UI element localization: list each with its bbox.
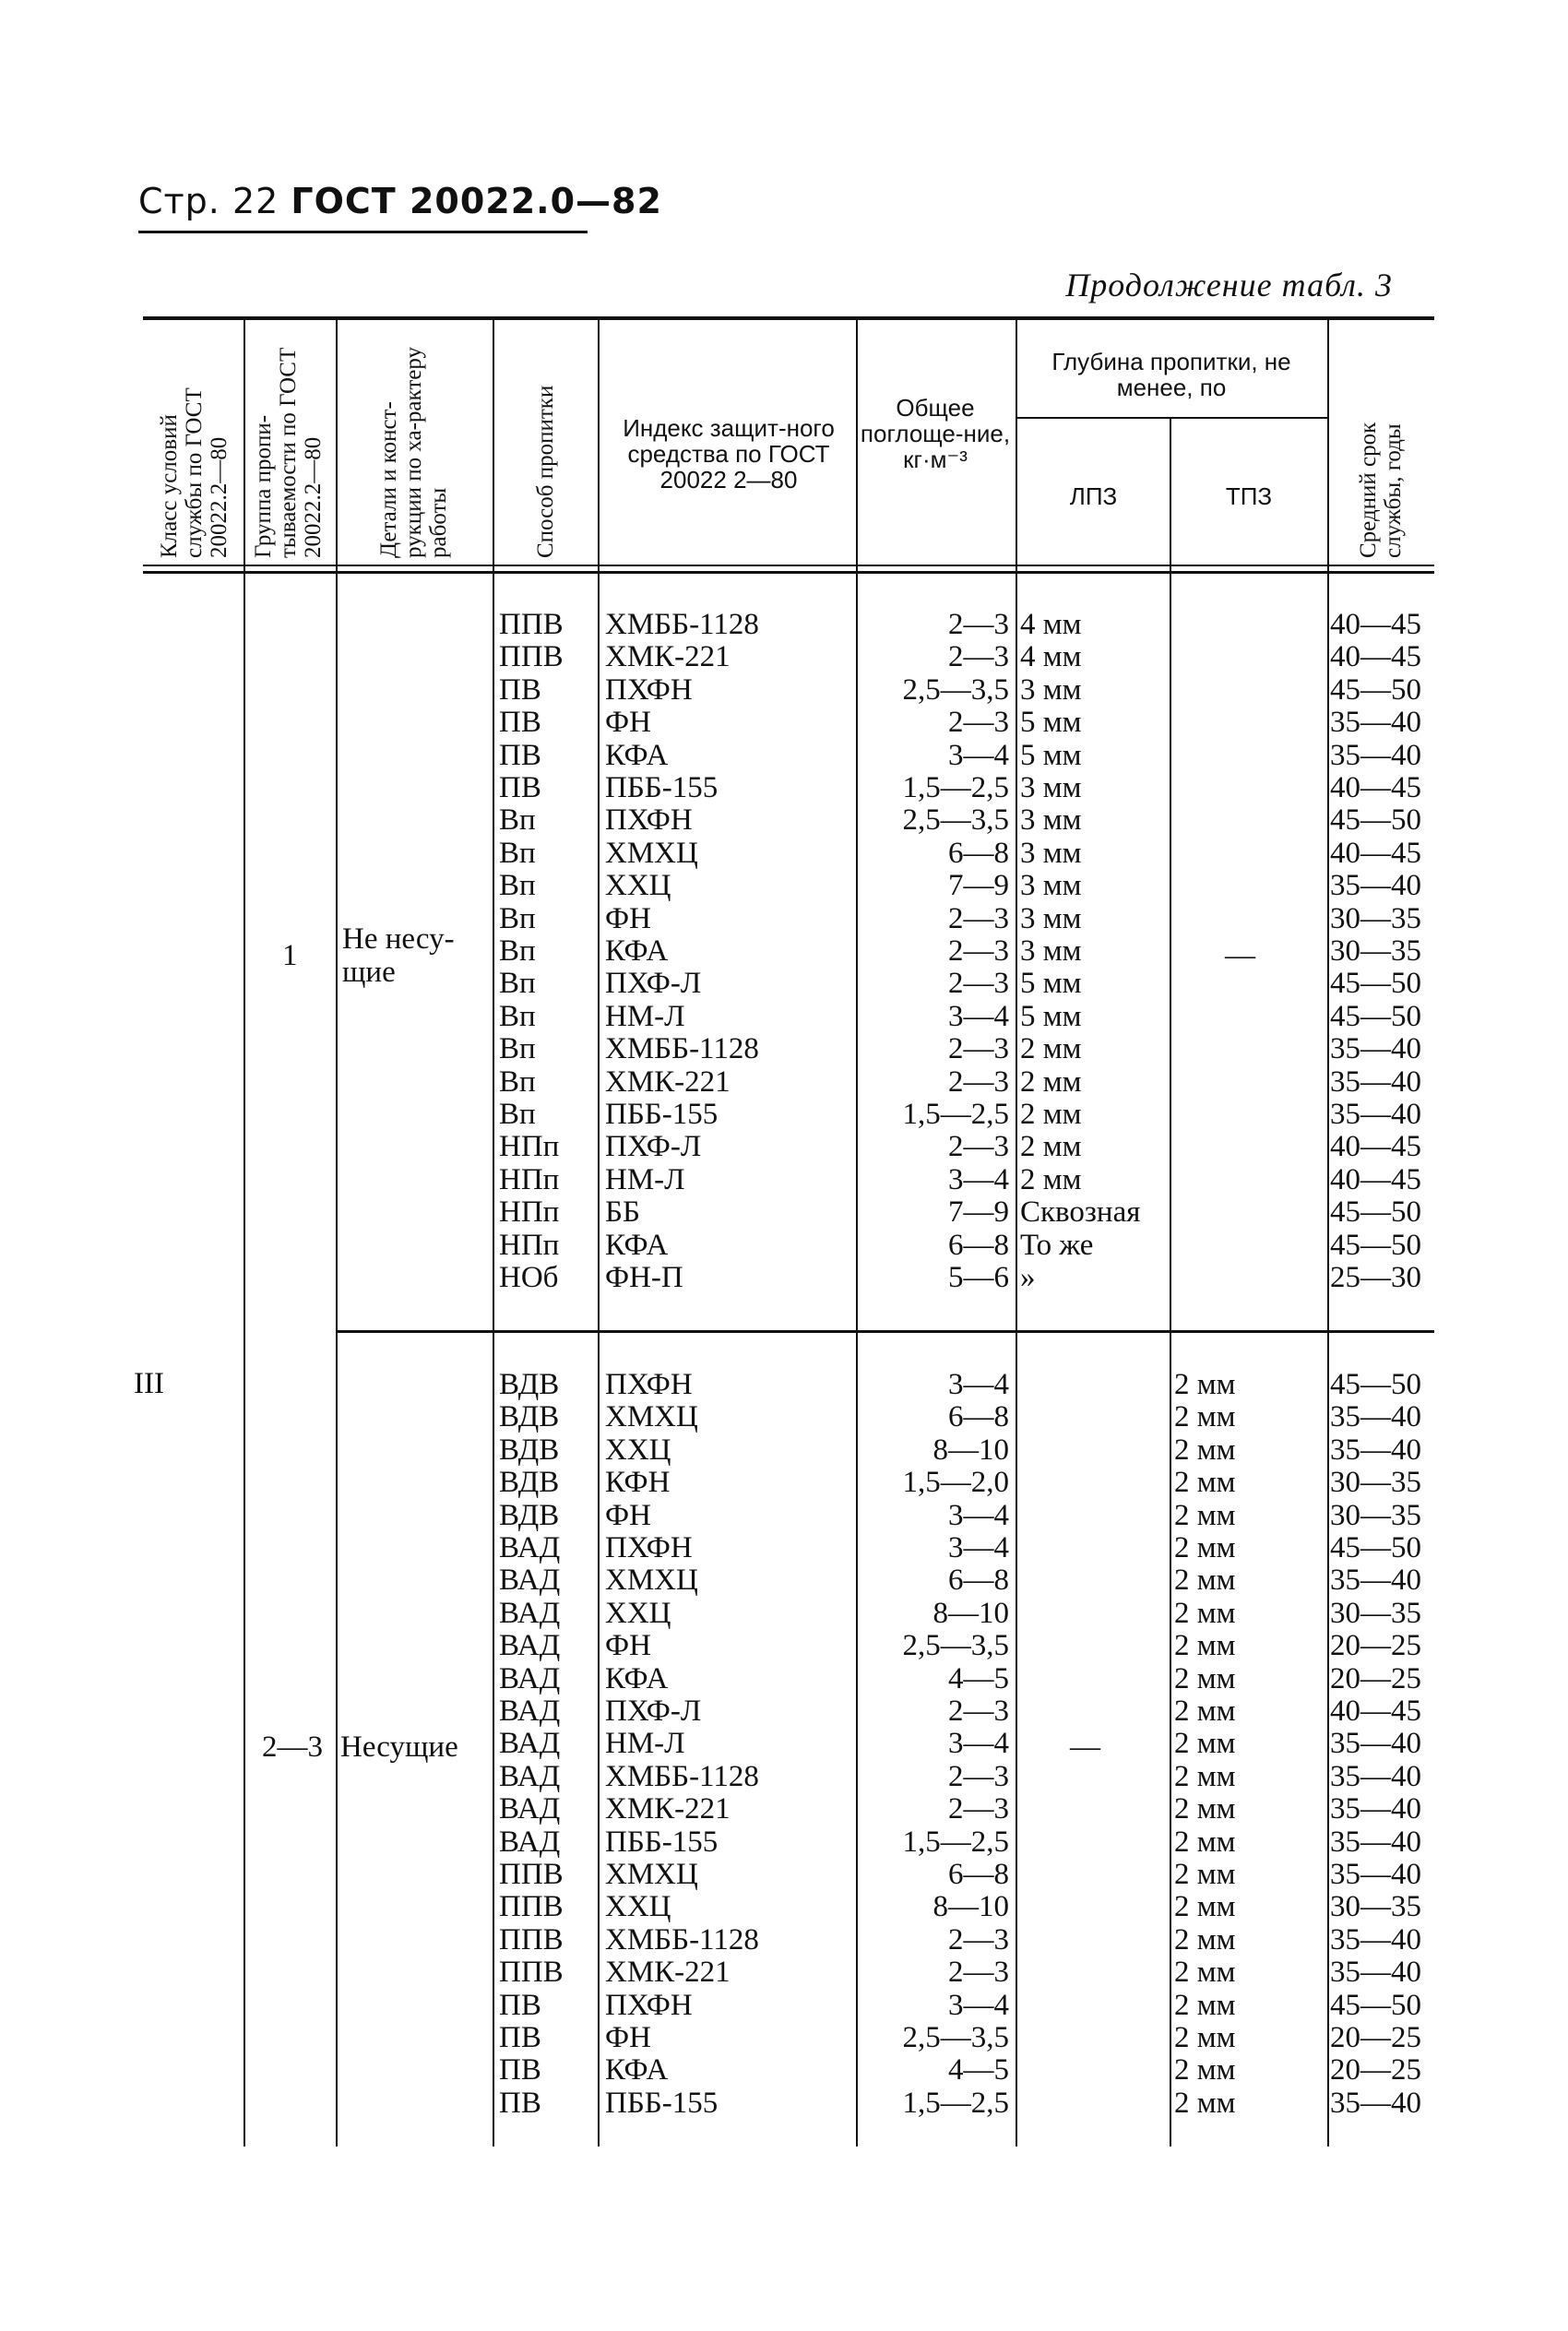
method-cell: НПп bbox=[499, 1130, 560, 1164]
table-row bbox=[0, 609, 1568, 641]
method-cell: ППВ bbox=[499, 1890, 564, 1924]
tpz-cell: 2 мм bbox=[1174, 1466, 1236, 1500]
method-cell: ПВ bbox=[499, 1988, 541, 2022]
index-cell: ХМК-221 bbox=[605, 1064, 731, 1099]
lpz-cell: 2 мм bbox=[1020, 1032, 1082, 1066]
class-value: III bbox=[134, 1367, 164, 1400]
service-cell: 35—40 bbox=[1330, 1098, 1421, 1131]
method-cell: НПп bbox=[499, 1228, 560, 1262]
tpz-cell: 2 мм bbox=[1174, 1629, 1236, 1663]
service-cell: 45—50 bbox=[1330, 1531, 1421, 1564]
method-cell: ПВ bbox=[499, 2053, 541, 2087]
index-cell: КФА bbox=[605, 1661, 669, 1695]
service-cell: 20—25 bbox=[1330, 2053, 1421, 2087]
service-cell: 40—45 bbox=[1330, 608, 1421, 641]
index-cell: ПХФ-Л bbox=[605, 1130, 702, 1164]
method-cell: Вп bbox=[499, 901, 536, 935]
service-cell: 20—25 bbox=[1330, 2021, 1421, 2054]
table-row bbox=[0, 1793, 1568, 1826]
absorption-cell: 2—3 bbox=[948, 608, 1009, 641]
table-continuation-label: Продолжение табл. 3 bbox=[1065, 267, 1393, 303]
method-cell: ВАД bbox=[499, 1759, 561, 1793]
tpz-cell: 2 мм bbox=[1174, 2053, 1236, 2087]
absorption-cell: 2—3 bbox=[948, 1130, 1009, 1164]
index-cell: ХМХЦ bbox=[605, 1858, 698, 1891]
service-cell: 45—50 bbox=[1330, 967, 1421, 1001]
tpz-cell: 2 мм bbox=[1174, 1695, 1236, 1728]
service-cell: 35—40 bbox=[1330, 1956, 1421, 1990]
table-row bbox=[0, 1532, 1568, 1564]
table-row bbox=[0, 1663, 1568, 1695]
table-row bbox=[0, 674, 1568, 707]
method-cell: ПВ bbox=[499, 738, 541, 772]
section-divider bbox=[336, 1330, 1434, 1333]
absorption-cell: 2,5—3,5 bbox=[902, 803, 1009, 838]
table-row bbox=[0, 1369, 1568, 1401]
col-header-lpz: ЛПЗ bbox=[1069, 482, 1118, 510]
method-cell: ВАД bbox=[499, 1564, 561, 1598]
absorption-cell: 3—4 bbox=[948, 1162, 1009, 1196]
tpz-cell: 2 мм bbox=[1174, 1825, 1236, 1859]
absorption-cell: 6—8 bbox=[948, 836, 1009, 870]
absorption-cell: 2,5—3,5 bbox=[902, 1629, 1009, 1663]
service-cell: 30—35 bbox=[1330, 1890, 1421, 1924]
index-cell: ХМББ-1128 bbox=[605, 1922, 759, 1956]
tpz-cell: 2 мм bbox=[1174, 1759, 1236, 1793]
lpz-cell: 2 мм bbox=[1020, 1130, 1082, 1164]
header-underline bbox=[138, 231, 588, 233]
absorption-cell: 2—3 bbox=[948, 901, 1009, 935]
absorption-cell: 6—8 bbox=[948, 1858, 1009, 1891]
service-cell: 35—40 bbox=[1330, 1032, 1421, 1066]
lpz-cell: 3 мм bbox=[1020, 901, 1082, 935]
service-cell: 40—45 bbox=[1330, 1162, 1421, 1196]
method-cell: ВДВ bbox=[499, 1400, 560, 1434]
table-row bbox=[0, 1891, 1568, 1923]
index-cell: ФН bbox=[605, 2021, 651, 2054]
lpz-cell: 3 мм bbox=[1020, 771, 1082, 804]
tpz-cell: 2 мм bbox=[1174, 1531, 1236, 1564]
index-cell: ХМББ-1128 bbox=[605, 1759, 759, 1793]
index-cell: ХМББ-1128 bbox=[605, 608, 759, 641]
index-cell: ХМББ-1128 bbox=[605, 1032, 759, 1066]
index-cell: ПББ-155 bbox=[605, 1825, 719, 1859]
lpz-cell: 5 мм bbox=[1020, 706, 1082, 740]
absorption-cell: 1,5—2,5 bbox=[902, 2086, 1009, 2120]
lpz-cell: 3 мм bbox=[1020, 934, 1082, 968]
service-cell: 35—40 bbox=[1330, 1727, 1421, 1761]
section1-group: 1 bbox=[282, 939, 298, 972]
lpz-cell: То же bbox=[1020, 1228, 1094, 1262]
index-cell: ХМХЦ bbox=[605, 836, 698, 870]
index-cell: ХМК-221 bbox=[605, 1956, 731, 1990]
method-cell: ППВ bbox=[499, 1956, 564, 1990]
service-cell: 40—45 bbox=[1330, 771, 1421, 804]
tpz-cell: 2 мм bbox=[1174, 1661, 1236, 1695]
page-header bbox=[138, 181, 662, 221]
service-cell: 35—40 bbox=[1330, 738, 1421, 772]
table-row bbox=[0, 1033, 1568, 1065]
method-cell: ПВ bbox=[499, 706, 541, 740]
index-cell: КФА bbox=[605, 1228, 669, 1262]
table-row bbox=[0, 1230, 1568, 1262]
index-cell: КФА bbox=[605, 738, 669, 772]
service-cell: 30—35 bbox=[1330, 901, 1421, 935]
service-cell: 30—35 bbox=[1330, 1466, 1421, 1500]
table-row bbox=[0, 1164, 1568, 1196]
lpz-cell: 2 мм bbox=[1020, 1098, 1082, 1131]
document-code: ГОСТ 20022.0—82 bbox=[291, 181, 662, 221]
lpz-cell: 5 мм bbox=[1020, 999, 1082, 1033]
absorption-cell: 6—8 bbox=[948, 1564, 1009, 1598]
service-cell: 35—40 bbox=[1330, 1433, 1421, 1467]
index-cell: ХМХЦ bbox=[605, 1400, 698, 1434]
index-cell: ХХЦ bbox=[605, 1433, 671, 1467]
service-cell: 20—25 bbox=[1330, 1661, 1421, 1695]
absorption-cell: 4—5 bbox=[948, 2053, 1009, 2087]
index-cell: ПХФН bbox=[605, 1988, 693, 2022]
method-cell: ППВ bbox=[499, 1858, 564, 1891]
table-row bbox=[0, 1434, 1568, 1467]
index-cell: ПХФ-Л bbox=[605, 967, 702, 1001]
service-cell: 40—45 bbox=[1330, 640, 1421, 674]
service-cell: 45—50 bbox=[1330, 999, 1421, 1033]
method-cell: Вп bbox=[499, 1032, 536, 1066]
tpz-cell: 2 мм bbox=[1174, 1400, 1236, 1434]
tpz-cell: 2 мм bbox=[1174, 1596, 1236, 1630]
absorption-cell: 3—4 bbox=[948, 1531, 1009, 1564]
absorption-cell: 2—3 bbox=[948, 706, 1009, 740]
method-cell: ВАД bbox=[499, 1825, 561, 1859]
table-row bbox=[0, 870, 1568, 902]
table-row bbox=[0, 1598, 1568, 1630]
lpz-cell: Сквозная bbox=[1020, 1195, 1141, 1230]
absorption-cell: 1,5—2,5 bbox=[902, 771, 1009, 804]
service-cell: 45—50 bbox=[1330, 672, 1421, 707]
method-cell: Вп bbox=[499, 934, 536, 968]
col-header-method: Способ пропитки bbox=[533, 385, 558, 558]
absorption-cell: 1,5—2,5 bbox=[902, 1098, 1009, 1131]
method-cell: ПВ bbox=[499, 2021, 541, 2054]
tpz-cell: 2 мм bbox=[1174, 1433, 1236, 1467]
absorption-cell: 2—3 bbox=[948, 1792, 1009, 1826]
absorption-cell: 3—4 bbox=[948, 1727, 1009, 1761]
col-header-details: Детали и конст-рукции по ха-рактеру работы bbox=[376, 346, 451, 558]
service-cell: 25—30 bbox=[1330, 1261, 1421, 1294]
lpz-cell: 4 мм bbox=[1020, 640, 1082, 674]
table-row bbox=[0, 707, 1568, 739]
method-cell: ВДВ bbox=[499, 1433, 560, 1467]
lpz-cell: 4 мм bbox=[1020, 608, 1082, 641]
index-cell: ПХФН bbox=[605, 803, 693, 838]
index-cell: КФН bbox=[605, 1466, 671, 1500]
absorption-cell: 8—10 bbox=[932, 1890, 1009, 1924]
table-row bbox=[0, 740, 1568, 772]
service-cell: 35—40 bbox=[1330, 1564, 1421, 1598]
col-header-class: Класс условий службы по ГОСТ 20022.2—80 bbox=[157, 387, 232, 558]
method-cell: ВАД bbox=[499, 1727, 561, 1761]
absorption-cell: 3—4 bbox=[948, 999, 1009, 1033]
method-cell: ПВ bbox=[499, 672, 541, 707]
method-cell: ВАД bbox=[499, 1695, 561, 1728]
table-row bbox=[0, 1956, 1568, 1989]
table-row bbox=[0, 1924, 1568, 1956]
index-cell: ФН bbox=[605, 1629, 651, 1663]
index-cell: ПХФ-Л bbox=[605, 1695, 702, 1728]
table-row bbox=[0, 1099, 1568, 1131]
table-row bbox=[0, 968, 1568, 1000]
section2-group: 2—3 bbox=[262, 1730, 323, 1764]
table-row bbox=[0, 1196, 1568, 1229]
tpz-cell: 2 мм bbox=[1174, 1858, 1236, 1891]
index-cell: ХХЦ bbox=[605, 1890, 671, 1924]
table-row bbox=[0, 1066, 1568, 1099]
table-row bbox=[0, 804, 1568, 837]
index-cell: ПББ-155 bbox=[605, 2086, 719, 2120]
index-cell: ФН bbox=[605, 706, 651, 740]
lpz-cell: 3 мм bbox=[1020, 672, 1082, 707]
table-row bbox=[0, 1826, 1568, 1859]
method-cell: НПп bbox=[499, 1195, 560, 1230]
service-cell: 40—45 bbox=[1330, 1695, 1421, 1728]
lpz-cell: » bbox=[1020, 1261, 1036, 1294]
index-cell: НМ-Л bbox=[605, 1162, 685, 1196]
table-row bbox=[0, 1564, 1568, 1597]
col-header-depth: Глубина пропитки, не менее, по bbox=[1051, 348, 1291, 401]
lpz-cell: 3 мм bbox=[1020, 803, 1082, 838]
page-number: Стр. 22 bbox=[138, 181, 279, 221]
index-cell: ПХФН bbox=[605, 1531, 693, 1564]
method-cell: ВДВ bbox=[499, 1368, 560, 1401]
service-cell: 35—40 bbox=[1330, 1400, 1421, 1434]
absorption-cell: 2—3 bbox=[948, 967, 1009, 1001]
index-cell: ПХФН bbox=[605, 1368, 693, 1401]
service-cell: 35—40 bbox=[1330, 2086, 1421, 2120]
service-cell: 35—40 bbox=[1330, 1759, 1421, 1793]
table-row bbox=[0, 1630, 1568, 1662]
table-row bbox=[0, 772, 1568, 804]
method-cell: Вп bbox=[499, 803, 536, 838]
table-row bbox=[0, 1728, 1568, 1760]
absorption-cell: 3—4 bbox=[948, 1988, 1009, 2022]
index-cell: ХМК-221 bbox=[605, 640, 731, 674]
lpz-cell: 3 мм bbox=[1020, 836, 1082, 870]
service-cell: 35—40 bbox=[1330, 706, 1421, 740]
table-row bbox=[0, 1761, 1568, 1793]
col-header-tpz: ТПЗ bbox=[1225, 482, 1273, 510]
method-cell: Вп bbox=[499, 967, 536, 1001]
method-cell: ПВ bbox=[499, 771, 541, 804]
section1-tpz-dash: — bbox=[1225, 939, 1255, 972]
index-cell: НМ-Л bbox=[605, 1727, 685, 1761]
absorption-cell: 2—3 bbox=[948, 640, 1009, 674]
method-cell: ВАД bbox=[499, 1596, 561, 1630]
table-row bbox=[0, 1500, 1568, 1532]
method-cell: ВАД bbox=[499, 1661, 561, 1695]
method-cell: НОб bbox=[499, 1261, 559, 1294]
absorption-cell: 8—10 bbox=[932, 1433, 1009, 1467]
absorption-cell: 1,5—2,0 bbox=[902, 1466, 1009, 1500]
method-cell: Вп bbox=[499, 1098, 536, 1131]
method-cell: ВДВ bbox=[499, 1498, 560, 1532]
tpz-cell: 2 мм bbox=[1174, 1368, 1236, 1401]
absorption-cell: 7—9 bbox=[948, 1195, 1009, 1230]
tpz-cell: 2 мм bbox=[1174, 2021, 1236, 2054]
tpz-cell: 2 мм bbox=[1174, 1956, 1236, 1990]
method-cell: Вп bbox=[499, 869, 536, 903]
service-cell: 45—50 bbox=[1330, 1228, 1421, 1262]
index-cell: ФН-П bbox=[605, 1261, 683, 1294]
index-cell: НМ-Л bbox=[605, 999, 685, 1033]
index-cell: ПББ-155 bbox=[605, 1098, 719, 1131]
lpz-cell: 2 мм bbox=[1020, 1162, 1082, 1196]
method-cell: ППВ bbox=[499, 608, 564, 641]
absorption-cell: 2—3 bbox=[948, 1032, 1009, 1066]
tpz-cell: 2 мм bbox=[1174, 2086, 1236, 2120]
depth-subheader-rule bbox=[1016, 417, 1327, 419]
method-cell: ВДВ bbox=[499, 1466, 560, 1500]
service-cell: 35—40 bbox=[1330, 1858, 1421, 1891]
index-cell: ХХЦ bbox=[605, 869, 671, 903]
service-cell: 30—35 bbox=[1330, 934, 1421, 968]
absorption-cell: 6—8 bbox=[948, 1400, 1009, 1434]
method-cell: Вп bbox=[499, 1064, 536, 1099]
method-cell: Вп bbox=[499, 836, 536, 870]
lpz-cell: 3 мм bbox=[1020, 869, 1082, 903]
service-cell: 35—40 bbox=[1330, 1792, 1421, 1826]
col-header-service: Средний срок службы, годы bbox=[1356, 422, 1406, 558]
service-cell: 45—50 bbox=[1330, 1368, 1421, 1401]
method-cell: ПВ bbox=[499, 2086, 541, 2120]
service-cell: 40—45 bbox=[1330, 836, 1421, 870]
index-cell: ПББ-155 bbox=[605, 771, 719, 804]
lpz-cell: 5 мм bbox=[1020, 967, 1082, 1001]
absorption-cell: 2—3 bbox=[948, 1956, 1009, 1990]
absorption-cell: 2,5—3,5 bbox=[902, 672, 1009, 707]
table-row bbox=[0, 1401, 1568, 1433]
tpz-cell: 2 мм bbox=[1174, 1890, 1236, 1924]
method-cell: ВАД bbox=[499, 1531, 561, 1564]
table-row bbox=[0, 2087, 1568, 2120]
table-row bbox=[0, 1001, 1568, 1033]
absorption-cell: 2—3 bbox=[948, 934, 1009, 968]
absorption-cell: 4—5 bbox=[948, 1661, 1009, 1695]
col-header-group: Группа пропи-тываемости по ГОСТ 20022.2—80 bbox=[251, 347, 326, 558]
method-cell: Вп bbox=[499, 999, 536, 1033]
col-header-absorption: Общее поглоще-ние, кг·м⁻³ bbox=[860, 394, 1011, 473]
section2-lpz-dash: — bbox=[1070, 1730, 1100, 1764]
absorption-cell: 1,5—2,5 bbox=[902, 1825, 1009, 1859]
absorption-cell: 2,5—3,5 bbox=[902, 2021, 1009, 2054]
index-cell: ББ bbox=[605, 1195, 640, 1230]
tpz-cell: 2 мм bbox=[1174, 1498, 1236, 1532]
method-cell: ВАД bbox=[499, 1792, 561, 1826]
method-cell: ППВ bbox=[499, 1922, 564, 1956]
tpz-cell: 2 мм bbox=[1174, 1564, 1236, 1598]
method-cell: ППВ bbox=[499, 640, 564, 674]
table-row bbox=[0, 1467, 1568, 1499]
index-cell: ФН bbox=[605, 1498, 651, 1532]
absorption-cell: 3—4 bbox=[948, 738, 1009, 772]
table-row bbox=[0, 1990, 1568, 2022]
table-row bbox=[0, 1859, 1568, 1891]
table-row bbox=[0, 2022, 1568, 2054]
tpz-cell: 2 мм bbox=[1174, 1792, 1236, 1826]
method-cell: ВАД bbox=[499, 1629, 561, 1663]
tpz-cell: 2 мм bbox=[1174, 1922, 1236, 1956]
absorption-cell: 2—3 bbox=[948, 1064, 1009, 1099]
index-cell: ФН bbox=[605, 901, 651, 935]
table-row bbox=[0, 935, 1568, 968]
table-row bbox=[0, 838, 1568, 870]
service-cell: 30—35 bbox=[1330, 1498, 1421, 1532]
service-cell: 40—45 bbox=[1330, 1130, 1421, 1164]
absorption-cell: 5—6 bbox=[948, 1261, 1009, 1294]
tpz-cell: 2 мм bbox=[1174, 1727, 1236, 1761]
lpz-cell: 5 мм bbox=[1020, 738, 1082, 772]
absorption-cell: 8—10 bbox=[932, 1596, 1009, 1630]
service-cell: 35—40 bbox=[1330, 1064, 1421, 1099]
table-row bbox=[0, 903, 1568, 935]
absorption-cell: 7—9 bbox=[948, 869, 1009, 903]
absorption-cell: 3—4 bbox=[948, 1368, 1009, 1401]
table-row bbox=[0, 641, 1568, 673]
service-cell: 45—50 bbox=[1330, 803, 1421, 838]
absorption-cell: 2—3 bbox=[948, 1759, 1009, 1793]
table-row bbox=[0, 1131, 1568, 1163]
tpz-cell: 2 мм bbox=[1174, 1988, 1236, 2022]
service-cell: 30—35 bbox=[1330, 1596, 1421, 1630]
index-cell: КФА bbox=[605, 2053, 669, 2087]
section2-details: Несущие bbox=[340, 1730, 458, 1764]
index-cell: КФА bbox=[605, 934, 669, 968]
service-cell: 35—40 bbox=[1330, 869, 1421, 903]
absorption-cell: 2—3 bbox=[948, 1922, 1009, 1956]
service-cell: 20—25 bbox=[1330, 1629, 1421, 1663]
service-cell: 35—40 bbox=[1330, 1922, 1421, 1956]
service-cell: 45—50 bbox=[1330, 1988, 1421, 2022]
absorption-cell: 3—4 bbox=[948, 1498, 1009, 1532]
table-row bbox=[0, 2054, 1568, 2087]
method-cell: НПп bbox=[499, 1162, 560, 1196]
section1-details: Не несу-щие bbox=[342, 922, 455, 989]
absorption-cell: 2—3 bbox=[948, 1695, 1009, 1728]
index-cell: ХХЦ bbox=[605, 1596, 671, 1630]
index-cell: ХМК-221 bbox=[605, 1792, 731, 1826]
service-cell: 35—40 bbox=[1330, 1825, 1421, 1859]
service-cell: 45—50 bbox=[1330, 1195, 1421, 1230]
col-header-index: Индекс защит-ного средства по ГОСТ 20022 2—80 bbox=[623, 414, 835, 494]
table-row bbox=[0, 1262, 1568, 1294]
index-cell: ПХФН bbox=[605, 672, 693, 707]
lpz-cell: 2 мм bbox=[1020, 1064, 1082, 1099]
index-cell: ХМХЦ bbox=[605, 1564, 698, 1598]
absorption-cell: 6—8 bbox=[948, 1228, 1009, 1262]
table-row bbox=[0, 1695, 1568, 1728]
